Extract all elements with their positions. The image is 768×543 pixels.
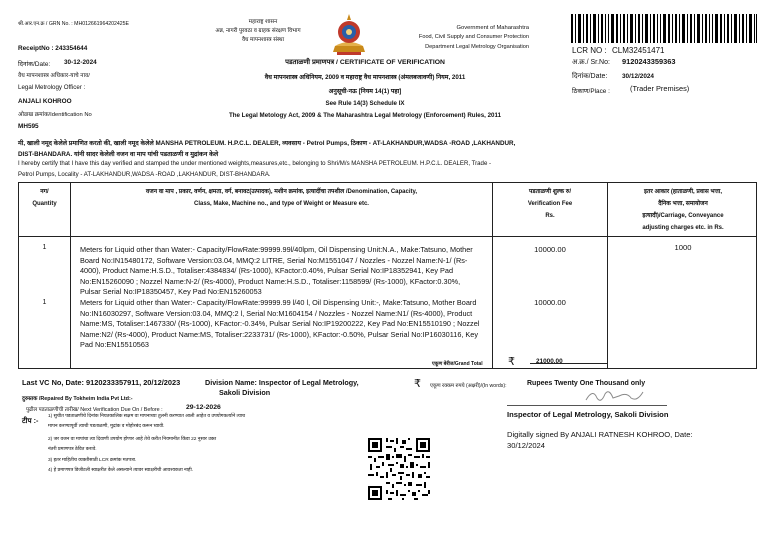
grand-total-label: एकूण बेरीज/Grand Total <box>432 361 483 367</box>
state-emblem-icon <box>327 12 371 56</box>
id-value: MH595 <box>18 123 39 130</box>
row-1-fee: 10000.00 <box>534 245 566 254</box>
col-fee-unit: Rs. <box>545 213 555 219</box>
qr-code-icon <box>366 436 432 502</box>
certify-text-en-2: Petrol Pumps, Locality - AT-LAKHANDUR,WADSA -ROAD ,LAKHANDUR, DIST-BHANDARA. <box>18 171 271 178</box>
rupee-words-icon: ₹ <box>414 378 421 390</box>
certify-text-en-1: I hereby certify that I have this day verified and stamped the under mentioned weights,measures,etc., belonging to Shri/M/s MANSHA PETROLEUM. H.P.C.L. DEALER, Trade - <box>18 160 492 167</box>
schedule-mr: अनुसूची-नऊ [नियम 14(1) पहा] <box>328 88 402 95</box>
col-fee-mr: पडताळणी शुल्क रु/ <box>528 189 572 195</box>
right-date-label: दिनांक/Date: <box>572 73 608 80</box>
col-qty-en: Quantity <box>32 201 57 207</box>
col-other-4: adjusting charges etc. in Rs. <box>642 225 724 231</box>
receipt-number: ReceiptNo : 243354644 <box>18 45 88 52</box>
place-value: (Trader Premises) <box>630 84 690 93</box>
row-2-fee: 10000.00 <box>534 298 566 307</box>
note-label: टीप :- <box>22 416 39 425</box>
grand-total-value: 21000.00 <box>536 358 563 365</box>
act-name-mr: वैध मापनशास्त्र अधिनियम, 2009 व महाराष्ट्र वैध मापनशास्त्र (अंमलबजावणी) नियम, 2011 <box>264 74 466 81</box>
row-1-other: 1000 <box>674 243 692 252</box>
lcr-label: LCR NO : <box>572 46 607 55</box>
next-verification-value: 29-12-2026 <box>186 404 221 411</box>
division-name-2: Sakoli Division <box>219 388 271 397</box>
org-name-en: Department Legal Metrology Organisation <box>425 44 529 50</box>
col-other-3: इत्यादी)/Carriage, Conveyance <box>642 213 724 219</box>
officer-label-en: Legal Metrology Officer : <box>18 84 86 91</box>
digital-signature-2: 30/12/2024 <box>507 441 546 450</box>
col-desc-header: वजन वा माप , प्रकार, वर्णन, क्षमता, वर्ग, बनावट(उत्पादक), मशीन क्रमांक, इत्यादींचा तपशील /Denomination, Capacity, <box>145 189 418 195</box>
gov-name-en: Government of Maharashtra <box>456 25 529 31</box>
act-name-en: The Legal Metology Act, 2009 & The Maharashtra Legal Metrology (Enforcement) Rules, 2011 <box>228 112 502 119</box>
col-other-2: दैनिक भत्ता, समायोजन <box>658 201 708 207</box>
amount-words-value: Rupees Twenty One Thousand only <box>527 380 646 387</box>
id-label: ओळख क्रमांक/Identification No <box>18 112 92 118</box>
row-2-qty: 1 <box>42 299 47 306</box>
digital-signature-1: Digitally signed By ANJALI RATNESH KOHROO, Date: <box>507 430 693 439</box>
certify-text-mr-1: मी, खाली नमूद केलेले प्रमाणित करतो की, खाली नमूद केलेले MANSHA PETROLEUM. H.P.C.L. DEALER, व्यवसाय - Petrol Pumps, ठिकाण - AT-LAKHANDUR,WADSA -ROAD ,LAKHANDUR, <box>18 140 516 147</box>
verification-table <box>18 182 757 369</box>
note-line-3: 2) जर वजन वा मापांचा त्या दिवाणी उपयोग होणार आहे तेथे करीत नियमानीत किंवा 22 नुसार उक्त <box>48 437 217 442</box>
grn-number: श्री.आर.एन.क्र / GRN No. : MH012661964202425E <box>18 21 129 27</box>
amount-words-label: एकूण रक्कम रुपये (अक्षरी)/(In words): <box>430 383 507 389</box>
row-1-desc: Meters for Liquid other than Water:- Capacity/FlowRate:99999.99l/40lpm, Oil Dispensing Unit:N.A., Make:Tatsuno, Mother Board No:IN15480172, Software Version:03.04, MMQ:2 LITRE, Serial No:M1551047 / Nozzles - Nozzel Name:N-1/ (Rs-4000), Product Name:H.S.D., Totaliser:4384834/ (Rs-1000), KFactor:0.40%, Pulsar Serial No:IP18352941, Key Pad No:EN15260090 ; Nozzel Name:N-2/ (Rs-4000), Product Name:H.S.D., Totaliser:1158599/ (Rs-1000), KFactor:0.30%, Pulsar Serial No:IP18350457, Key Pad No:EN15260053 <box>80 245 473 297</box>
col-desc-header-2: Class, Make, Machine no., and type of Weight or Measure etc. <box>194 201 369 207</box>
barcode-icon <box>571 14 757 43</box>
note-line-5: 3) इतर माहितीच व्यक्तीसाठी LCR क्रमांक मतपत्रा. <box>48 458 137 463</box>
division-name-1: Division Name: Inspector of Legal Metrology, <box>205 378 359 387</box>
last-vc: Last VC No, Date: 9120233357911, 20/12/2023 <box>22 378 181 387</box>
col-fee-en: Verification Fee <box>527 201 573 207</box>
row-2-desc: Meters for Liquid other than Water:- Capacity/FlowRate:99999.99 l/40 l, Oil Dispensing Unit:-, Make:Tatsuno, Mother Board No:IN16030297, Software Version:03.04, MMQ:2 l, Serial No:M1604154 / Nozzles - Nozzel Name:N1/ (Rs-4000), Product Name:MS, Totaliser:1467330/ (Rs-1000), KFactor:-0.34%, Pulsar Serial No:IP19200222, Key Pad No:EN15510190 ; Nozzel Name:N2/ (Rs-4000), Product Name:MS, Totaliser:2233731/ (Rs-1000), KFactor:-0.50%, Pulsar Serial No:IP16030116, Key Pad No:EN15510563 <box>80 298 480 350</box>
row-1-qty: 1 <box>42 244 47 251</box>
org-name-mr: वैध मापनशास्त्र संस्था <box>241 37 285 43</box>
dept-name-mr: अन्न, नागरी पुरवठा व ग्राहक संरक्षण विभाग <box>215 28 301 34</box>
inspector-title: Inspector of Legal Metrology, Sakoli Division <box>507 410 669 419</box>
schedule-en: See Rule 14(3) Schedule IX <box>325 100 405 107</box>
next-verification-label: पुढील पडताळणीची तारीख/ Next Verification Due On / Before : <box>26 407 163 413</box>
note-line-6: 4) हे प्रमाणपत्र डिजीटली स्वाक्षरीत केले असल्याने त्यावर स्वाक्षरीची आवश्यकता नाही. <box>48 468 194 473</box>
officer-name: ANJALI KOHROO <box>18 98 72 105</box>
repaired-by: दुरुस्तक /Repaired By Tokheim India Pvt Ltd:- <box>22 396 133 402</box>
date-value: 30-12-2024 <box>64 59 97 66</box>
sr-value: 9120243359363 <box>622 57 676 66</box>
note-line-4: नंतरी प्रमाणपत्र ठेवित करावे. <box>48 447 97 452</box>
signature-icon <box>583 386 647 404</box>
lcr-value: CLM32451471 <box>612 46 665 55</box>
note-line-1: 1) सुचीत पडताळणीचे दिनांक नियतकालिक सक्षम वा मापनाच्या तुलनी करण्यात आली आहेत व उपयोगकर्त्याने त्याच <box>48 414 246 419</box>
col-other-1: इतर आकार (हाताळणी, प्रवास भत्ता, <box>643 189 722 195</box>
certificate-title: पडताळणी प्रमाणपत्र / CERTIFICATE OF VERIFICATION <box>285 59 445 66</box>
rupee-icon: ₹ <box>508 356 515 368</box>
dept-name-en: Food, Civil Supply and Consumer Protection <box>418 34 529 40</box>
gov-name-mr: महाराष्ट्र शासन <box>248 19 278 25</box>
place-label: ठिकाण/Place : <box>572 88 610 95</box>
col-qty-mr: नग/ <box>40 189 49 195</box>
certify-text-mr-2: DIST-BHANDARA. यांनी सादर केलेली वजन वा माप यांची पडताळणी व मुद्रांकन केले <box>18 151 219 158</box>
note-line-2: मापन करण्यापूर्वी त्याची पडताळणी, मुद्रांक व मोहोरबंद करून घ्यावी. <box>48 424 165 429</box>
right-date-value: 30/12/2024 <box>622 73 654 80</box>
date-label: दिनांक/Date: <box>18 61 51 68</box>
sr-label: अ.क्र./ Sr.No: <box>572 59 610 66</box>
officer-label-mr: वैध मापनशास्त्र अधिकार-याचे नाव/ <box>18 73 90 79</box>
